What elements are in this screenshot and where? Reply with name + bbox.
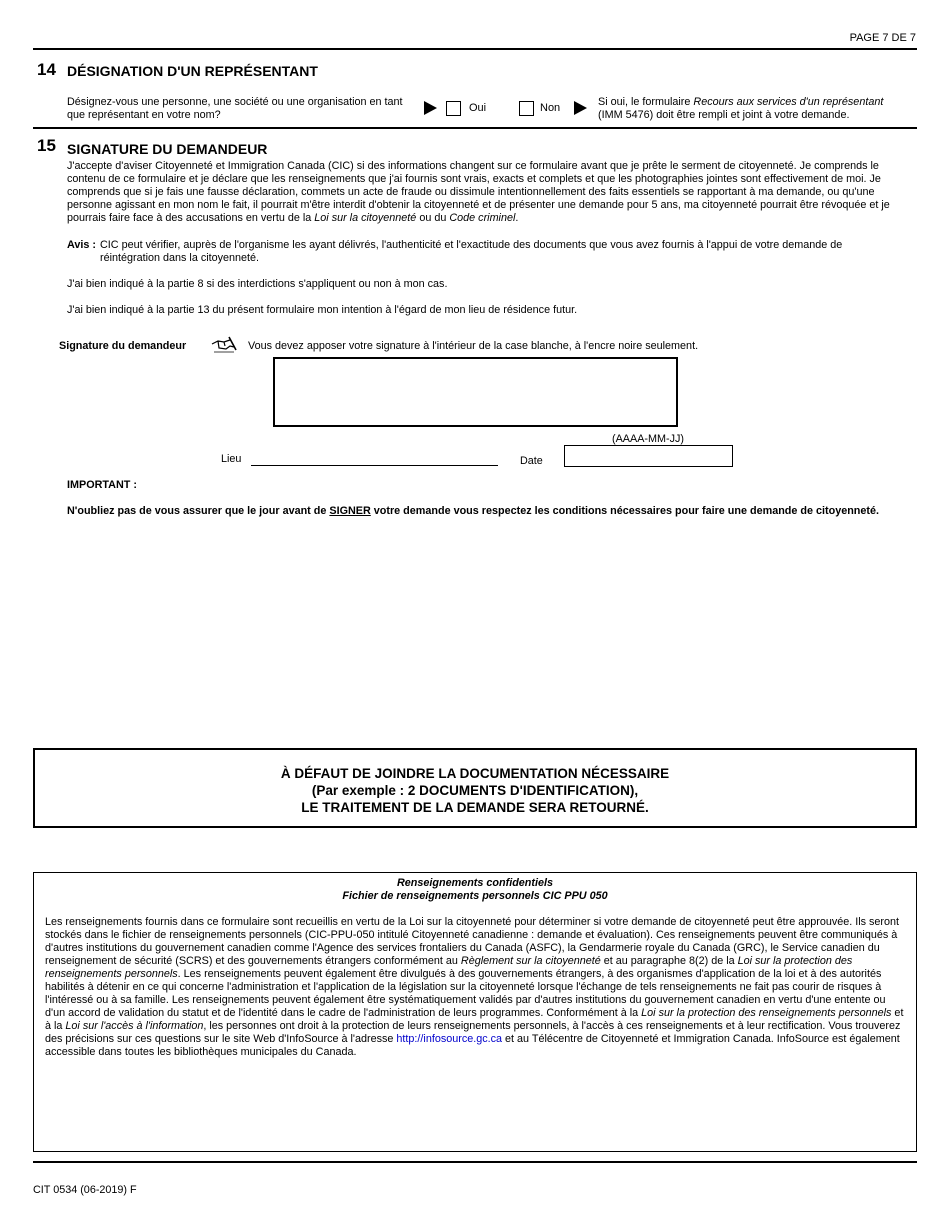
part-13-statement: J'ai bien indiqué à la partie 13 du présent formulaire mon intention à l'égard de mon lieu de résidence futur.	[67, 304, 578, 316]
privacy-text: , les personnes ont droit à la protection de leurs renseignements personnels, à l'accès à ces renseignements et à leur rectification. Vous trouverez des précisions sur ces questions sur le site Web d'InfoSource à l'adresse	[45, 1020, 901, 1045]
section-divider	[33, 127, 917, 129]
non-label: Non	[540, 102, 561, 114]
avis-label: Avis :	[67, 239, 97, 251]
signature-instruction: Vous devez apposer votre signature à l'intérieur de la case blanche, à l'encre noire seulement.	[248, 340, 699, 352]
part-8-statement: J'ai bien indiqué à la partie 8 si des interdictions s'appliquent ou non à mon cas.	[67, 278, 448, 290]
representative-question	[67, 96, 403, 122]
form-code: CIT 0534 (06-2019) F	[33, 1184, 137, 1196]
section-15-number: 15	[37, 136, 56, 155]
non-checkbox[interactable]	[519, 101, 534, 116]
signature-box[interactable]	[273, 357, 678, 427]
place-field[interactable]	[251, 450, 498, 466]
signature-label: Signature du demandeur	[59, 340, 187, 352]
section-14-number: 14	[37, 60, 56, 79]
privacy-title: Renseignements confidentiels	[397, 877, 553, 889]
privacy-text: et au Télécentre de Citoyenneté et Immigration Canada. InfoSource est également accessible dans toutes les bibliothèques municipales du Canada.	[45, 1033, 900, 1058]
signing-reminder	[67, 505, 879, 517]
declaration-text: ou du	[416, 212, 450, 224]
privacy-notice-box	[33, 872, 917, 1152]
question-line-2: que représentant en votre nom?	[67, 109, 221, 121]
note-text: Si oui, le formulaire	[598, 96, 694, 108]
criminal-code: Code criminel	[449, 212, 516, 224]
date-field[interactable]	[564, 445, 733, 467]
avis-line-2: réintégration dans la citoyenneté.	[100, 252, 260, 264]
avis-line-1: CIC peut vérifier, auprès de l'organisme les ayant délivrés, l'authenticité et l'exactitude des documents que vous avez fournis à l'appui de votre demande de	[100, 239, 843, 251]
privacy-law-ref: Loi sur la protection des renseignements personnels	[641, 1007, 892, 1019]
privacy-law-ref: Loi sur la protection des renseignements personnels	[45, 955, 853, 980]
representative-form-title: Recours aux services d'un représentant	[693, 96, 884, 108]
avis-text	[100, 239, 910, 265]
representative-note	[598, 96, 883, 122]
privacy-text: Les renseignements fournis dans ce formulaire sont recueillis en vertu de la Loi sur la citoyenneté pour déterminer si votre demande de citoyenneté peut être approuvée. Ils seront stockés dans le fichier de renseignements personnels (CIC-PPU-050 intitulé Citoyenneté canadienne : demande et évaluation). Ces renseignements peuvent être communiqués à d'autres institutions du gouvernement canadien comme l'Agence des services frontaliers du Canada (ASFC), la Gendarmerie royale du Canada (GRC), le Service canadien du renseignement de sécurité (SCRS) et des gouvernements étrangers conformément au	[45, 916, 900, 967]
top-divider	[33, 48, 917, 50]
privacy-text: et au paragraphe 8(2) de la	[600, 955, 738, 967]
reminder-text: votre demande vous respectez les conditions nécessaires pour faire une demande de citoyenneté.	[370, 505, 880, 517]
privacy-text: et à la	[45, 1007, 904, 1032]
citizenship-act: Loi sur la citoyenneté	[314, 212, 417, 224]
arrow-right-icon	[424, 101, 437, 115]
section-14-title: DÉSIGNATION D'UN REPRÉSENTANT	[67, 63, 318, 79]
date-label: Date	[520, 455, 543, 467]
oui-checkbox[interactable]	[446, 101, 461, 116]
bottom-divider	[33, 1161, 917, 1163]
arrow-right-icon	[574, 101, 587, 115]
infosource-link[interactable]: http://infosource.gc.ca	[396, 1033, 503, 1045]
privacy-law-ref: Loi sur l'accès à l'information	[65, 1020, 204, 1032]
privacy-law-ref: Règlement sur la citoyenneté	[460, 955, 601, 967]
question-line-1: Désignez-vous une personne, une société ou une organisation en tant	[67, 96, 403, 108]
documentation-warning-box	[33, 748, 917, 828]
date-format-hint: (AAAA-MM-JJ)	[612, 433, 684, 445]
reminder-sign-word: SIGNER	[329, 505, 371, 517]
signing-hand-icon	[210, 334, 238, 357]
page-indicator: PAGE 7 DE 7	[849, 32, 916, 44]
note-line-2: (IMM 5476) doit être rempli et joint à votre demande.	[598, 109, 850, 121]
declaration-paragraph	[67, 160, 903, 225]
declaration-text: J'accepte d'aviser Citoyenneté et Immigration Canada (CIC) si des informations changent sur ce formulaire avant que je prête le serment de citoyenneté. Je comprends le contenu de ce formulaire et je déclare que les renseignements que j'ai fournis sont vrais, exacts et complets et que les photographies jointes sont effectivement de moi. Je comprends que si je fais une fausse déclaration, commets un acte de fraude ou dissimule intentionnellement des faits essentiels se rapportant à ma demande, ou qu'une personne agissant en mon nom le fait, il pourrait m'être interdit d'obtenir la citoyenneté et de présenter une demande pour 5 ans, ma citoyenneté pourrait être révoquée et je pourrais faire face à des accusations en vertu de la	[67, 160, 890, 224]
privacy-text: . Les renseignements peuvent également être divulgués à des gouvernements étrangers, à des organismes d'application de la loi et à des autorités habilités à détenir en ce qui concerne l'administration et l'application de la législation sur la citoyenneté lorsque l'échange de tels renseignements ne fait pas courir de risques à l'intéressé ou à sa famille. Les renseignements peuvent également être systématiquement validés par d'autres institutions du gouvernement canadien en vertu d'une entente ou d'un accord de validation du statut et de l'identité dans le cadre de l'administration de leurs programmes. Conformément à la	[45, 968, 886, 1019]
place-label: Lieu	[221, 453, 242, 465]
oui-label: Oui	[469, 102, 487, 114]
section-15-title: SIGNATURE DU DEMANDEUR	[67, 141, 268, 157]
warning-line-2: (Par exemple : 2 DOCUMENTS D'IDENTIFICATION),	[311, 783, 639, 798]
warning-line-3: LE TRAITEMENT DE LA DEMANDE SERA RETOURNÉ.	[301, 800, 649, 815]
declaration-text: .	[515, 212, 519, 224]
reminder-text: N'oubliez pas de vous assurer que le jour avant de	[67, 505, 330, 517]
warning-line-1: À DÉFAUT DE JOINDRE LA DOCUMENTATION NÉCESSAIRE	[280, 766, 670, 781]
privacy-paragraph	[45, 916, 907, 1059]
privacy-subtitle: Fichier de renseignements personnels CIC PPU 050	[342, 890, 608, 902]
important-label: IMPORTANT :	[67, 479, 137, 491]
